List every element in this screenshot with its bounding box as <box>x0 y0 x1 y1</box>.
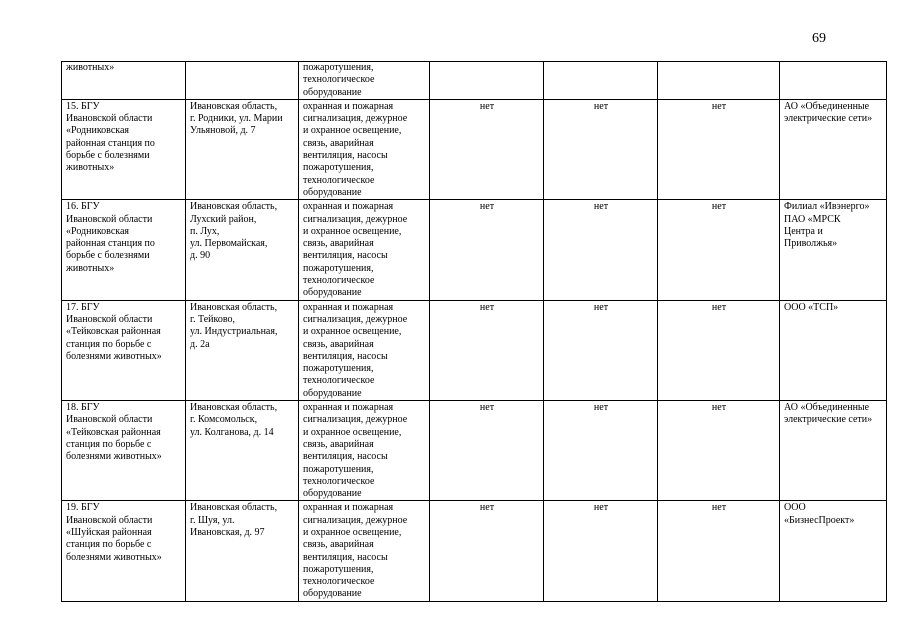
flag-cell-2: нет <box>544 401 658 501</box>
institution-name-cell: 17. БГУ Ивановской области «Тейковская районная станция по борьбе с болезнями животных» <box>62 300 186 400</box>
flag-cell-3: нет <box>658 99 780 199</box>
grid-organization-cell: АО «Объединенные электрические сети» <box>780 99 887 199</box>
systems-cell: пожаротушения, технологическое оборудование <box>299 62 430 100</box>
institution-name-cell: 18. БГУ Ивановской области «Тейковская районная станция по борьбе с болезнями животных» <box>62 401 186 501</box>
grid-organization-cell <box>780 62 887 100</box>
flag-cell-1: нет <box>430 501 544 601</box>
table-row <box>62 300 887 400</box>
flag-cell-2 <box>544 62 658 100</box>
address-cell: Ивановская область, г. Шуя, ул. Ивановская, д. 97 <box>186 501 299 601</box>
systems-cell: охранная и пожарная сигнализация, дежурное и охранное освещение, связь, аварийная вентиляция, насосы пожаротушения, технологическое оборудование <box>299 401 430 501</box>
systems-cell: охранная и пожарная сигнализация, дежурное и охранное освещение, связь, аварийная вентиляция, насосы пожаротушения, технологическое оборудование <box>299 99 430 199</box>
table-row <box>62 62 887 100</box>
grid-organization-cell: ООО «ТСП» <box>780 300 887 400</box>
flag-cell-2: нет <box>544 501 658 601</box>
page-number: 69 <box>812 31 826 46</box>
flag-cell-3: нет <box>658 300 780 400</box>
grid-organization-cell: ООО «БизнесПроект» <box>780 501 887 601</box>
table-row <box>62 501 887 601</box>
institution-name-cell: животных» <box>62 62 186 100</box>
address-cell: Ивановская область, Лухский район, п. Лух, ул. Первомайская, д. 90 <box>186 200 299 300</box>
flag-cell-1: нет <box>430 200 544 300</box>
table-row <box>62 200 887 300</box>
table-row <box>62 99 887 199</box>
systems-cell: охранная и пожарная сигнализация, дежурное и охранное освещение, связь, аварийная вентиляция, насосы пожаротушения, технологическое оборудование <box>299 300 430 400</box>
grid-organization-cell: АО «Объединенные электрические сети» <box>780 401 887 501</box>
institution-name-cell: 16. БГУ Ивановской области «Родниковская районная станция по борьбе с болезнями животных» <box>62 200 186 300</box>
flag-cell-3: нет <box>658 501 780 601</box>
flag-cell-3 <box>658 62 780 100</box>
grid-organization-cell: Филиал «Ивэнерго» ПАО «МРСК Центра и Приволжья» <box>780 200 887 300</box>
address-cell: Ивановская область, г. Тейково, ул. Индустриальная, д. 2а <box>186 300 299 400</box>
flag-cell-2: нет <box>544 200 658 300</box>
flag-cell-1: нет <box>430 401 544 501</box>
flag-cell-1: нет <box>430 99 544 199</box>
address-cell: Ивановская область, г. Комсомольск, ул. Колганова, д. 14 <box>186 401 299 501</box>
flag-cell-3: нет <box>658 200 780 300</box>
flag-cell-1 <box>430 62 544 100</box>
flag-cell-2: нет <box>544 99 658 199</box>
institution-name-cell: 19. БГУ Ивановской области «Шуйская районная станция по борьбе с болезнями животных» <box>62 501 186 601</box>
flag-cell-1: нет <box>430 300 544 400</box>
systems-cell: охранная и пожарная сигнализация, дежурное и охранное освещение, связь, аварийная вентиляция, насосы пожаротушения, технологическое оборудование <box>299 501 430 601</box>
flag-cell-3: нет <box>658 401 780 501</box>
facilities-table <box>61 61 887 602</box>
systems-cell: охранная и пожарная сигнализация, дежурное и охранное освещение, связь, аварийная вентиляция, насосы пожаротушения, технологическое оборудование <box>299 200 430 300</box>
institution-name-cell: 15. БГУ Ивановской области «Родниковская районная станция по борьбе с болезнями животных» <box>62 99 186 199</box>
flag-cell-2: нет <box>544 300 658 400</box>
table-row <box>62 401 887 501</box>
address-cell <box>186 62 299 100</box>
address-cell: Ивановская область, г. Родники, ул. Марии Ульяновой, д. 7 <box>186 99 299 199</box>
